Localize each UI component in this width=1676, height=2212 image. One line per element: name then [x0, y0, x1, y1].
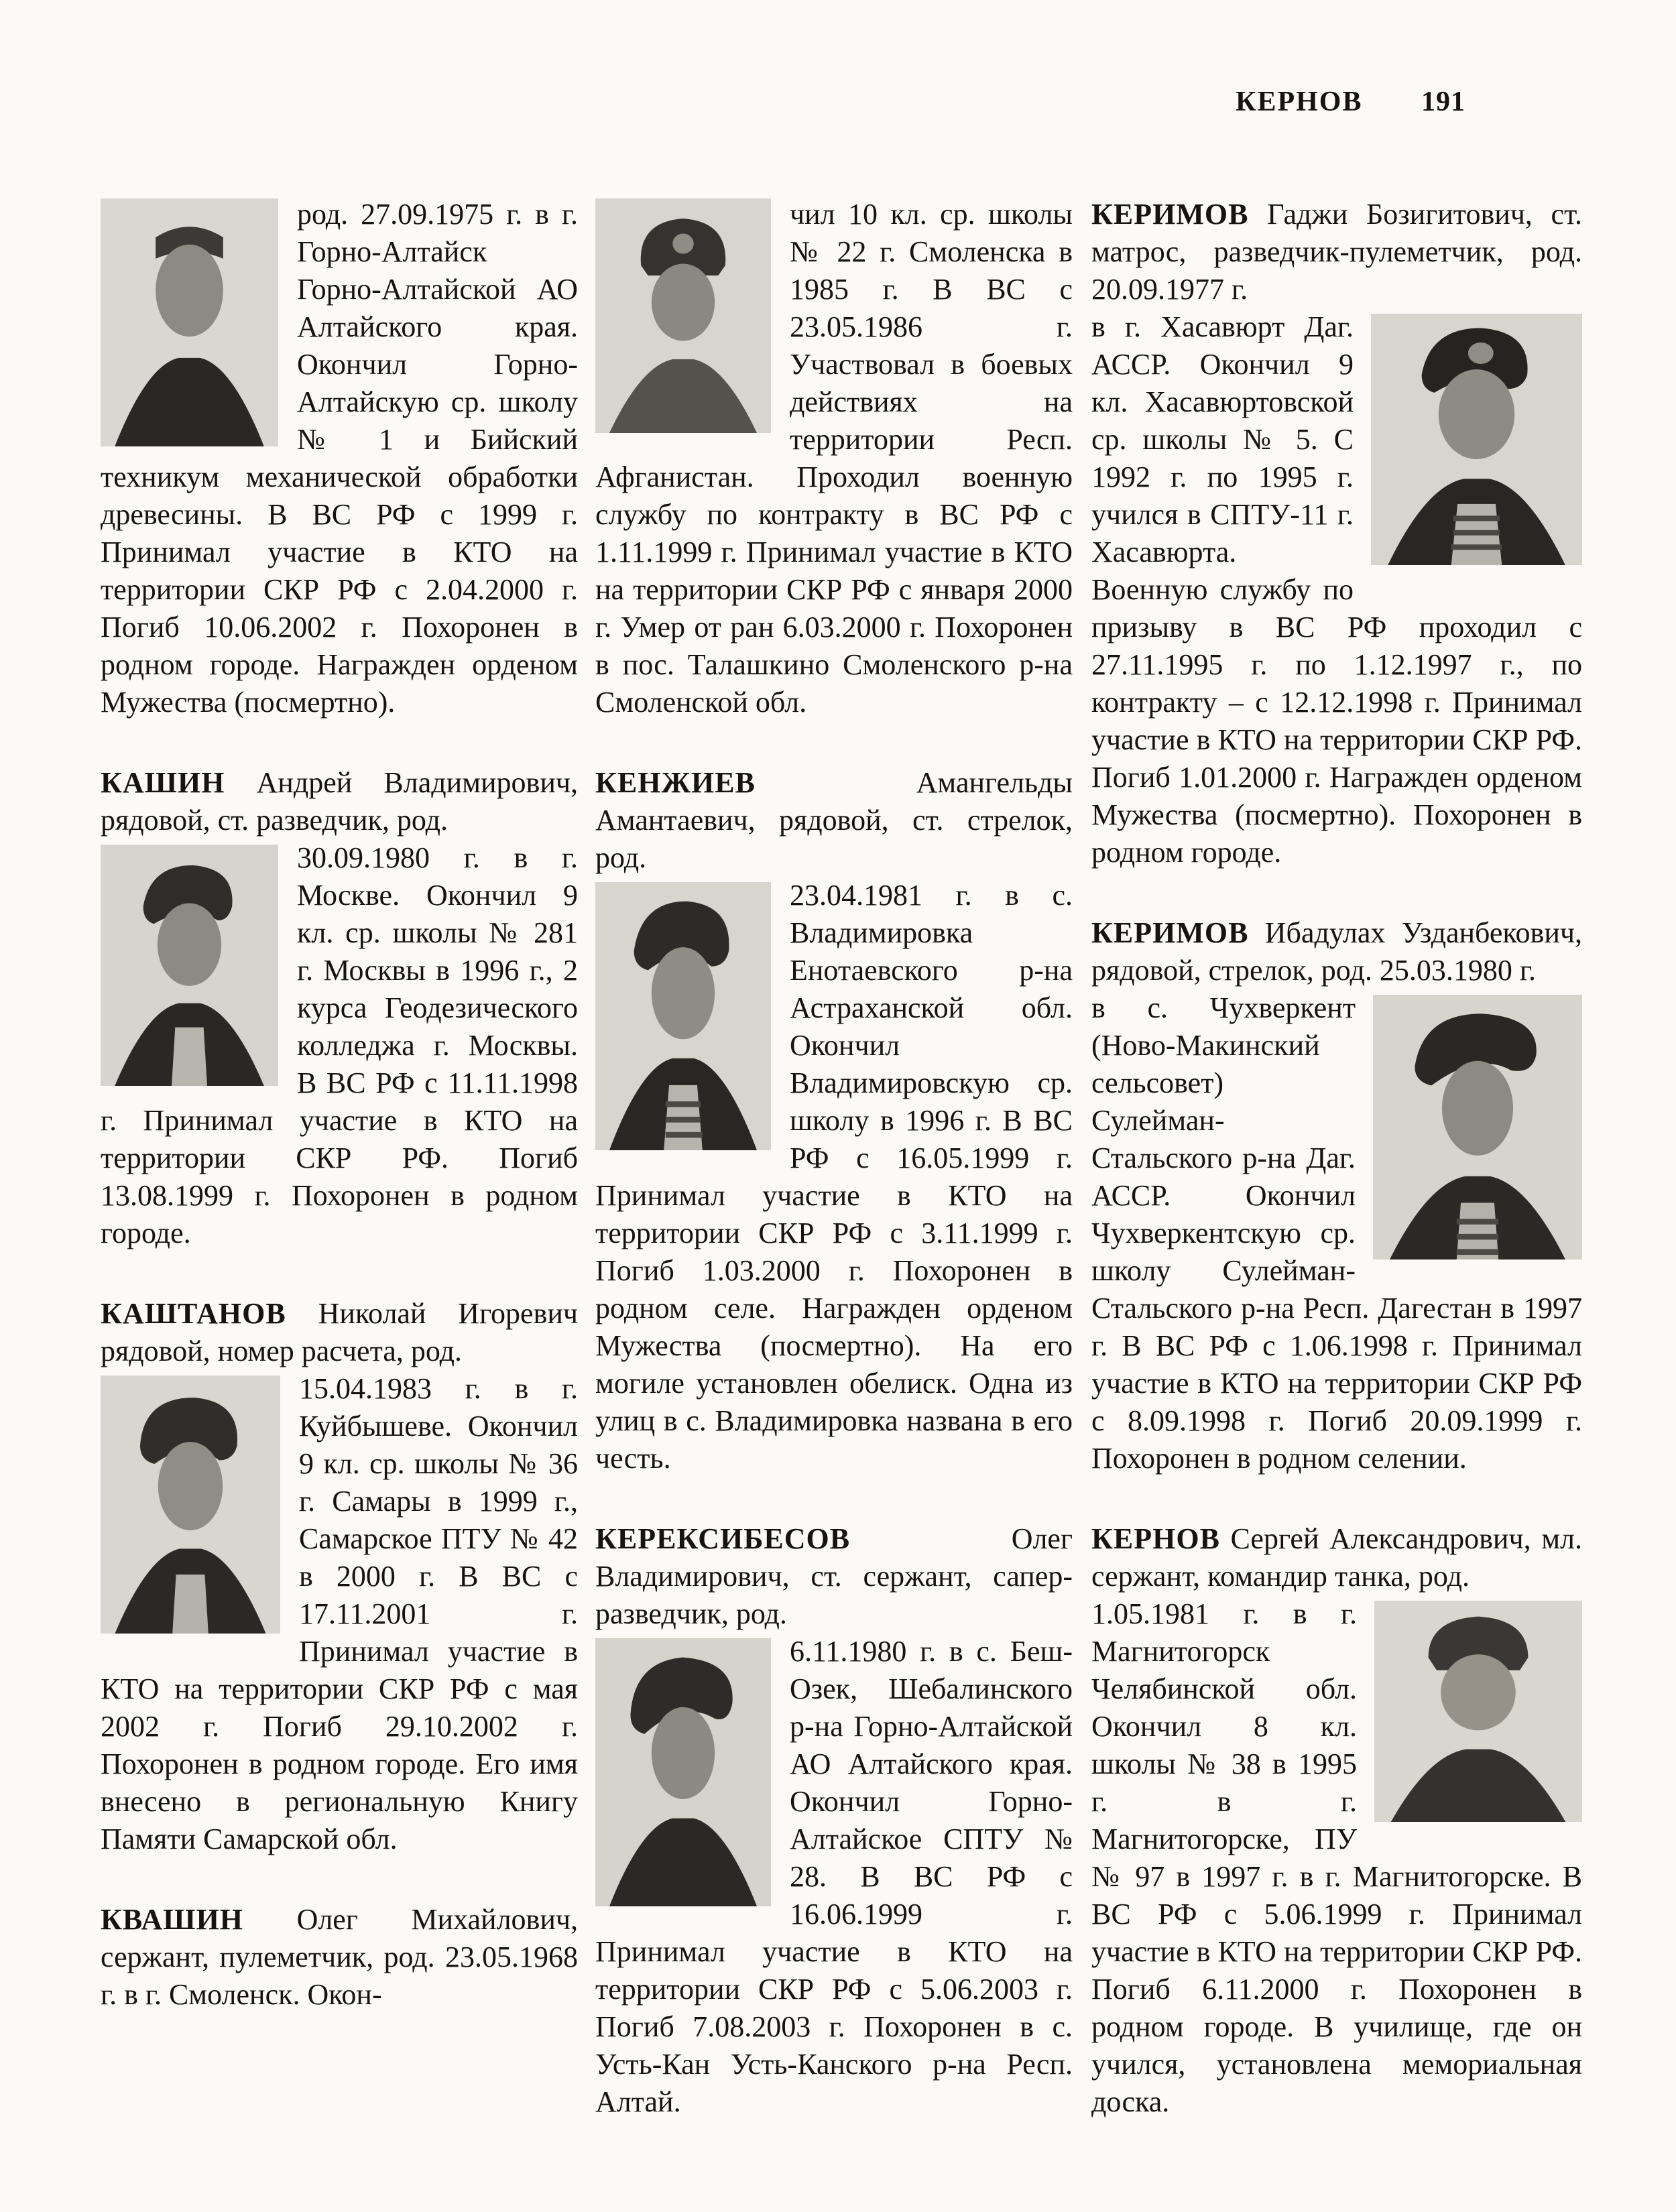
soldier-portrait-icon [595, 1638, 771, 1906]
column-3 [1091, 196, 1582, 2121]
entry-text: 30.09.1980 г. в г. Москве. Окончил 9 кл. ср. школы № 281 г. Москвы в 1996 г., 2 курса Геодезического колледжа г. Москвы. В ВС РФ с 11.11.1998 г. Принимал участие в КТО на территории СКР РФ. Погиб 13.08.1999 г. Похоронен в родном городе. [101, 841, 578, 1249]
entry-surname: КЕНЖИЕВ [595, 766, 756, 799]
entry-heading [101, 1901, 578, 2014]
portrait-photo [1373, 995, 1582, 1259]
entry-text: в г. Хасавюрт Даг. АССР. Окончил 9 кл. Хасавюртовской ср. школы № 5. С 1992 г. по 1995 г. учился в СПТУ-11 г. Хасавюрта. Военную службу по призыву в ВС РФ проходил с 27.11.1995 г. по 1.12.1997 г., по контракту – с 12.12.1998 г. Принимал участие в КТО на территории СКР РФ. Погиб 1.01.2000 г. Награжден орденом Мужества (посмертно). Похоронен в родном городе. [1091, 310, 1582, 869]
entry-heading [595, 1520, 1073, 1633]
entry-surname: КЕРИМОВ [1091, 916, 1249, 949]
entry-text: род. 27.09.1975 г. в г. Горно-Алтайск Горно-Алтайской АО Алтайского края. Окончил Горно-Алтайскую ср. школу № 1 и Бийский техникум механической обработки древесины. В ВС РФ с 1999 г. Принимал участие в КТО на территории СКР РФ с 2.04.2000 г. Погиб 10.06.2002 г. Похоронен в родном городе. Награжден орденом Мужества (посмертно). [101, 198, 578, 719]
entry-kvashin [101, 1901, 578, 2014]
entry-text: 1.05.1981 г. в г. Магнитогорск Челябинской обл. Окончил 8 кл. школы № 38 в 1995 г. в г. Магнитогорске, ПУ № 97 в 1997 г. в г. Магнитогорске. В ВС РФ с 5.06.1999 г. Принимал участие в КТО на территории СКР РФ. Погиб 6.11.2000 г. Похоронен в родном городе. В училище, где он учился, установлена мемориальная доска. [1091, 1597, 1582, 2118]
entry-surname: КЕРЕКСИБЕСОВ [595, 1522, 851, 1555]
running-header [0, 86, 1676, 126]
entry-surname: КЕРИМОВ [1091, 198, 1249, 231]
column-2 [595, 196, 1073, 2121]
portrait-photo [595, 1638, 771, 1906]
entry-kerimov-ibadulah [1091, 914, 1582, 1477]
portrait-photo [101, 1375, 280, 1634]
entry-continuation [101, 196, 578, 721]
portrait-photo [101, 198, 278, 446]
soldier-portrait-icon [101, 845, 278, 1086]
portrait-photo [1374, 1601, 1582, 1822]
entry-surname: КЕРНОВ [1091, 1522, 1220, 1555]
entry-kashin [101, 764, 578, 1252]
entry-kashtanov [101, 1295, 578, 1858]
entry-kernov [1091, 1520, 1582, 2121]
entry-intro: Сергей Александрович, мл. сержант, командир танка, род. [1091, 1522, 1582, 1593]
entry-kerimov-gadzhi [1091, 196, 1582, 871]
entry-heading [1091, 1520, 1582, 1595]
entry-heading [101, 1295, 578, 1370]
entry-text: в с. Чухверкент (Ново-Макинский сельсовет) Сулейман-Стальского р-на Даг. АССР. Окончил Чухверкентскую ср. школу Сулейман-Стальского р-на Респ. Дагестан в 1997 г. В ВС РФ с 1.06.1998 г. Принимал участие в КТО на территории СКР РФ с 8.09.1998 г. Погиб 20.09.1999 г. Похоронен в родном селении. [1091, 991, 1582, 1475]
entry-heading [1091, 196, 1582, 308]
soldier-portrait-icon [101, 198, 278, 446]
soldier-portrait-icon [595, 198, 771, 433]
portrait-photo [595, 198, 771, 433]
entry-text: 23.04.1981 г. в с. Владимировка Енотаевского р-на Астраханской обл. Окончил Владимировскую ср. школу в 1996 г. В ВС РФ с 16.05.1999 г. Принимал участие в КТО на территории СКР РФ с 3.11.1999 г. Погиб 1.03.2000 г. Похоронен в родном селе. Награжден орденом Мужества (посмертно). На его могиле установлен обелиск. Одна из улиц в с. Владимировка названа в его честь. [595, 879, 1073, 1475]
entry-intro: Гаджи Бозигитович, ст. матрос, разведчик-пулеметчик, род. 20.09.1977 г. [1091, 198, 1582, 306]
entry-text: 15.04.1983 г. в г. Куйбышеве. Окончил 9 кл. ср. школы № 36 г. Самары в 1999 г., Самарское ПТУ № 42 в 2000 г. В ВС с 17.11.2001 г. Принимал участие в КТО на территории СКР РФ с мая 2002 г. Погиб 29.10.2002 г. Похоронен в родном городе. Его имя внесено в региональную Книгу Памяти Самарской обл. [101, 1372, 578, 1855]
page-number: 191 [1421, 86, 1465, 117]
entry-surname: КАШТАНОВ [101, 1297, 286, 1330]
entry-intro: Олег Михайлович, сержант, пулеметчик, род. 23.05.1968 г. в г. Смоленск. Окон- [101, 1903, 578, 2011]
entry-text: 6.11.1980 г. в с. Беш-Озек, Шебалинского р-на Горно-Алтайской АО Алтайского края. Окончил Горно-Алтайское СПТУ № 28. В ВС РФ с 16.06.1999 г. Принимал участие в КТО на территории СКР РФ с 5.06.2003 г. Погиб 7.08.2003 г. Похоронен в с. Усть-Кан Усть-Канского р-на Респ. Алтай. [595, 1635, 1073, 2118]
soldier-portrait-icon [595, 882, 771, 1150]
entry-intro: Ибадулах Узданбекович, рядовой, стрелок, род. 25.03.1980 г. [1091, 916, 1582, 987]
entry-heading [101, 764, 578, 839]
entry-intro: Олег Владимирович, ст. сержант, сапер-разведчик, род. [595, 1522, 1073, 1630]
entry-continuation-kvashin [595, 196, 1073, 721]
entry-intro: Амангельды Амантаевич, рядовой, ст. стрелок, род. [595, 766, 1073, 874]
entry-text: чил 10 кл. ср. школы № 22 г. Смоленска в 1985 г. В ВС с 23.05.1986 г. Участвовал в боевых действиях на территории Респ. Афганистан. Проходил военную службу по контракту в ВС РФ с 1.11.1999 г. Принимал участие в КТО на территории СКР РФ с января 2000 г. Умер от ран 6.03.2000 г. Похоронен в пос. Талашкино Смоленского р-на Смоленской обл. [595, 198, 1073, 719]
portrait-photo [595, 882, 771, 1150]
entry-heading [1091, 914, 1582, 989]
soldier-portrait-icon [1374, 1601, 1582, 1822]
column-1 [101, 196, 578, 2014]
entry-heading [595, 764, 1073, 877]
soldier-portrait-icon [1373, 995, 1582, 1259]
entry-kenzhiev [595, 764, 1073, 1477]
entry-intro: Николай Игоревич рядовой, номер расчета, род. [101, 1297, 578, 1367]
entry-kereksibesov [595, 1520, 1073, 2121]
entry-surname: КВАШИН [101, 1903, 244, 1936]
page-header-surname: КЕРНОВ [1236, 86, 1363, 117]
entry-surname: КАШИН [101, 766, 225, 799]
portrait-photo [1371, 314, 1582, 565]
entry-intro: Андрей Владимирович, рядовой, ст. разведчик, род. [101, 766, 578, 837]
soldier-portrait-icon [101, 1375, 280, 1634]
portrait-photo [101, 845, 278, 1086]
soldier-portrait-icon [1371, 314, 1582, 565]
